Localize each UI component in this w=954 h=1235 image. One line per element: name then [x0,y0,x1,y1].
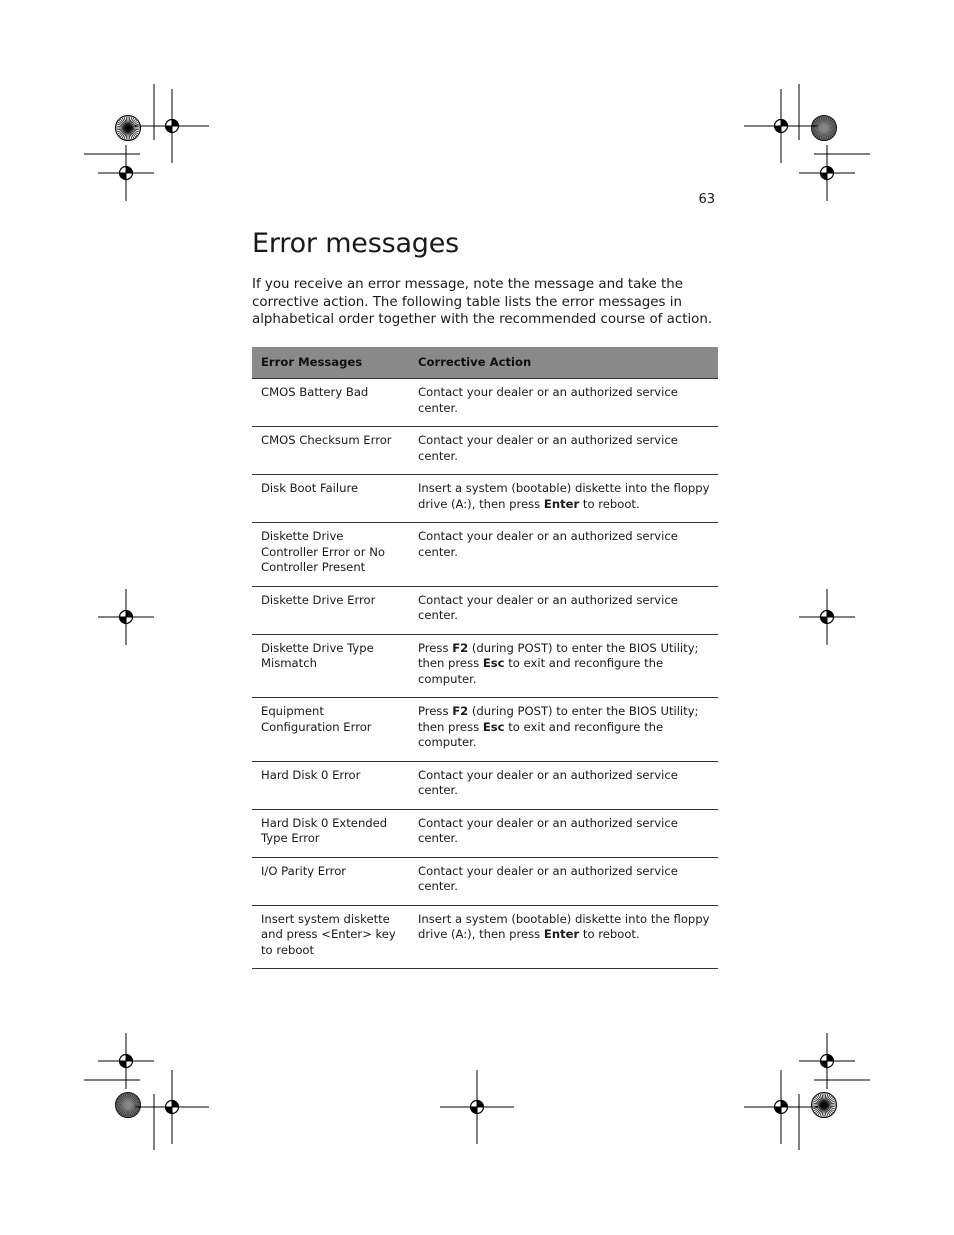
corrective-action-line: center. [418,831,458,845]
target-quadrant [821,1061,828,1068]
corrective-action-line: center. [418,448,458,463]
table-row [252,809,718,857]
corrective-action-cell [409,379,718,427]
key-name: Enter [543,927,580,941]
corrective-action-cell [409,523,718,587]
error-message-cell [252,634,409,698]
error-message-line: Mismatch [261,656,317,670]
corrective-action-line: Contact your dealer or an authorized service [418,385,678,399]
column-header-corrective-action: Corrective Action [409,347,718,379]
key-name: F2 [452,704,469,718]
page-title: Error messages [252,228,460,259]
target-quadrant [477,1101,484,1108]
key-name: F2 [452,640,469,655]
target-quadrant [827,167,834,174]
corrective-action-line: then press Esc to exit and reconfigure the [418,656,664,670]
corrective-action-cell [409,761,718,809]
error-message-cell [252,523,409,587]
intro-paragraph [252,276,722,329]
error-message-cell [252,857,409,905]
corrective-action-line: then press Esc to exit and reconfigure the [418,719,664,734]
corrective-action-cell [409,634,718,698]
corrective-action-line: drive (A:), then press Enter to reboot. [418,496,640,511]
corrective-action-cell [409,698,718,762]
corrective-action-line: Insert a system (bootable) diskette into the floppy [418,481,710,495]
corrective-action-line: computer. [418,671,477,686]
corrective-action-line: Contact your dealer or an authorized service [418,767,678,782]
error-message-line: Diskette Drive [261,529,344,543]
target-quadrant [827,1055,834,1062]
error-message-line: Controller Present [261,560,366,574]
table-row [252,523,718,587]
target-quadrant [126,611,133,618]
error-message-line: CMOS Checksum Error [261,433,392,447]
target-quadrant [172,120,179,127]
error-messages-table [252,347,718,969]
table-row [252,475,718,523]
corrective-action-line: center. [418,879,458,893]
corrective-action-cell [409,586,718,634]
corrective-action-line: Press F2 (during POST) to enter the BIOS Utility; [418,704,699,718]
target-quadrant [166,1107,173,1114]
target-quadrant [775,126,782,133]
corrective-action-line: Contact your dealer or an authorized service [418,433,678,447]
target-quadrant [821,617,828,624]
table-row [252,905,718,969]
error-message-cell [252,379,409,427]
target-quadrant [126,167,133,174]
error-message-line: CMOS Battery Bad [261,385,369,399]
table-row [252,698,718,762]
target-quadrant [781,120,788,127]
table-body [252,379,718,969]
corrective-action-cell [409,427,718,475]
target-quadrant [827,611,834,618]
page-number: 63 [698,192,715,207]
error-message-cell [252,475,409,523]
error-message-line: to reboot [261,942,315,957]
error-message-line: I/O Parity Error [261,863,347,878]
corrective-action-line: Contact your dealer or an authorized service [418,815,678,830]
table-row [252,427,718,475]
error-message-line: and press <Enter> key [261,927,396,941]
error-message-cell [252,761,409,809]
error-message-line: Diskette Drive Error [261,592,376,607]
corrective-action-cell [409,857,718,905]
corrective-action-line: center. [418,544,458,559]
corrective-action-line: Contact your dealer or an authorized service [418,863,678,878]
corrective-action-cell [409,809,718,857]
target-quadrant [775,1107,782,1114]
column-header-error-messages: Error Messages [252,347,409,379]
error-message-line: Controller Error or No [261,544,385,559]
error-message-cell [252,905,409,969]
intro-line: corrective action. The following table lists the error messages in [252,294,682,310]
table-row [252,379,718,427]
key-name: Enter [543,496,580,511]
key-name: Esc [482,719,505,734]
table-row [252,586,718,634]
corrective-action-line: drive (A:), then press Enter to reboot. [418,927,640,941]
error-message-line: Diskette Drive Type [261,640,374,655]
error-message-line: Hard Disk 0 Error [261,767,361,782]
error-message-line: Equipment [261,704,324,718]
error-message-line: Disk Boot Failure [261,481,359,495]
target-quadrant [126,1055,133,1062]
corrective-action-line: center. [418,608,458,622]
target-quadrant [781,1101,788,1108]
target-quadrant [120,173,127,180]
corrective-action-line: Press F2 (during POST) to enter the BIOS Utility; [418,640,699,655]
key-name: Esc [482,656,505,670]
error-message-line: Configuration Error [261,719,372,734]
table-row [252,857,718,905]
corrective-action-cell [409,475,718,523]
target-quadrant [821,173,828,180]
corrective-action-line: Contact your dealer or an authorized service [418,529,678,543]
table-row [252,634,718,698]
target-quadrant [120,617,127,624]
error-message-cell [252,586,409,634]
intro-line: alphabetical order together with the recommended course of action. [252,312,713,328]
corrective-action-cell [409,905,718,969]
table-header-row [252,347,718,379]
corrective-action-line: center. [418,783,458,797]
error-message-line: Hard Disk 0 Extended [261,815,388,830]
target-quadrant [166,126,173,133]
intro-line: If you receive an error message, note the message and take the [252,277,684,292]
error-message-line: Type Error [261,831,320,845]
corrective-action-line: computer. [418,735,477,749]
corrective-action-line: Contact your dealer or an authorized service [418,592,678,607]
corrective-action-line: center. [418,400,458,415]
error-message-cell [252,427,409,475]
error-message-line: Insert system diskette [261,911,390,926]
table-row [252,761,718,809]
target-quadrant [172,1101,179,1108]
target-quadrant [120,1061,127,1068]
error-message-cell [252,809,409,857]
target-quadrant [471,1107,478,1114]
corrective-action-line: Insert a system (bootable) diskette into the floppy [418,911,710,926]
error-message-cell [252,698,409,762]
